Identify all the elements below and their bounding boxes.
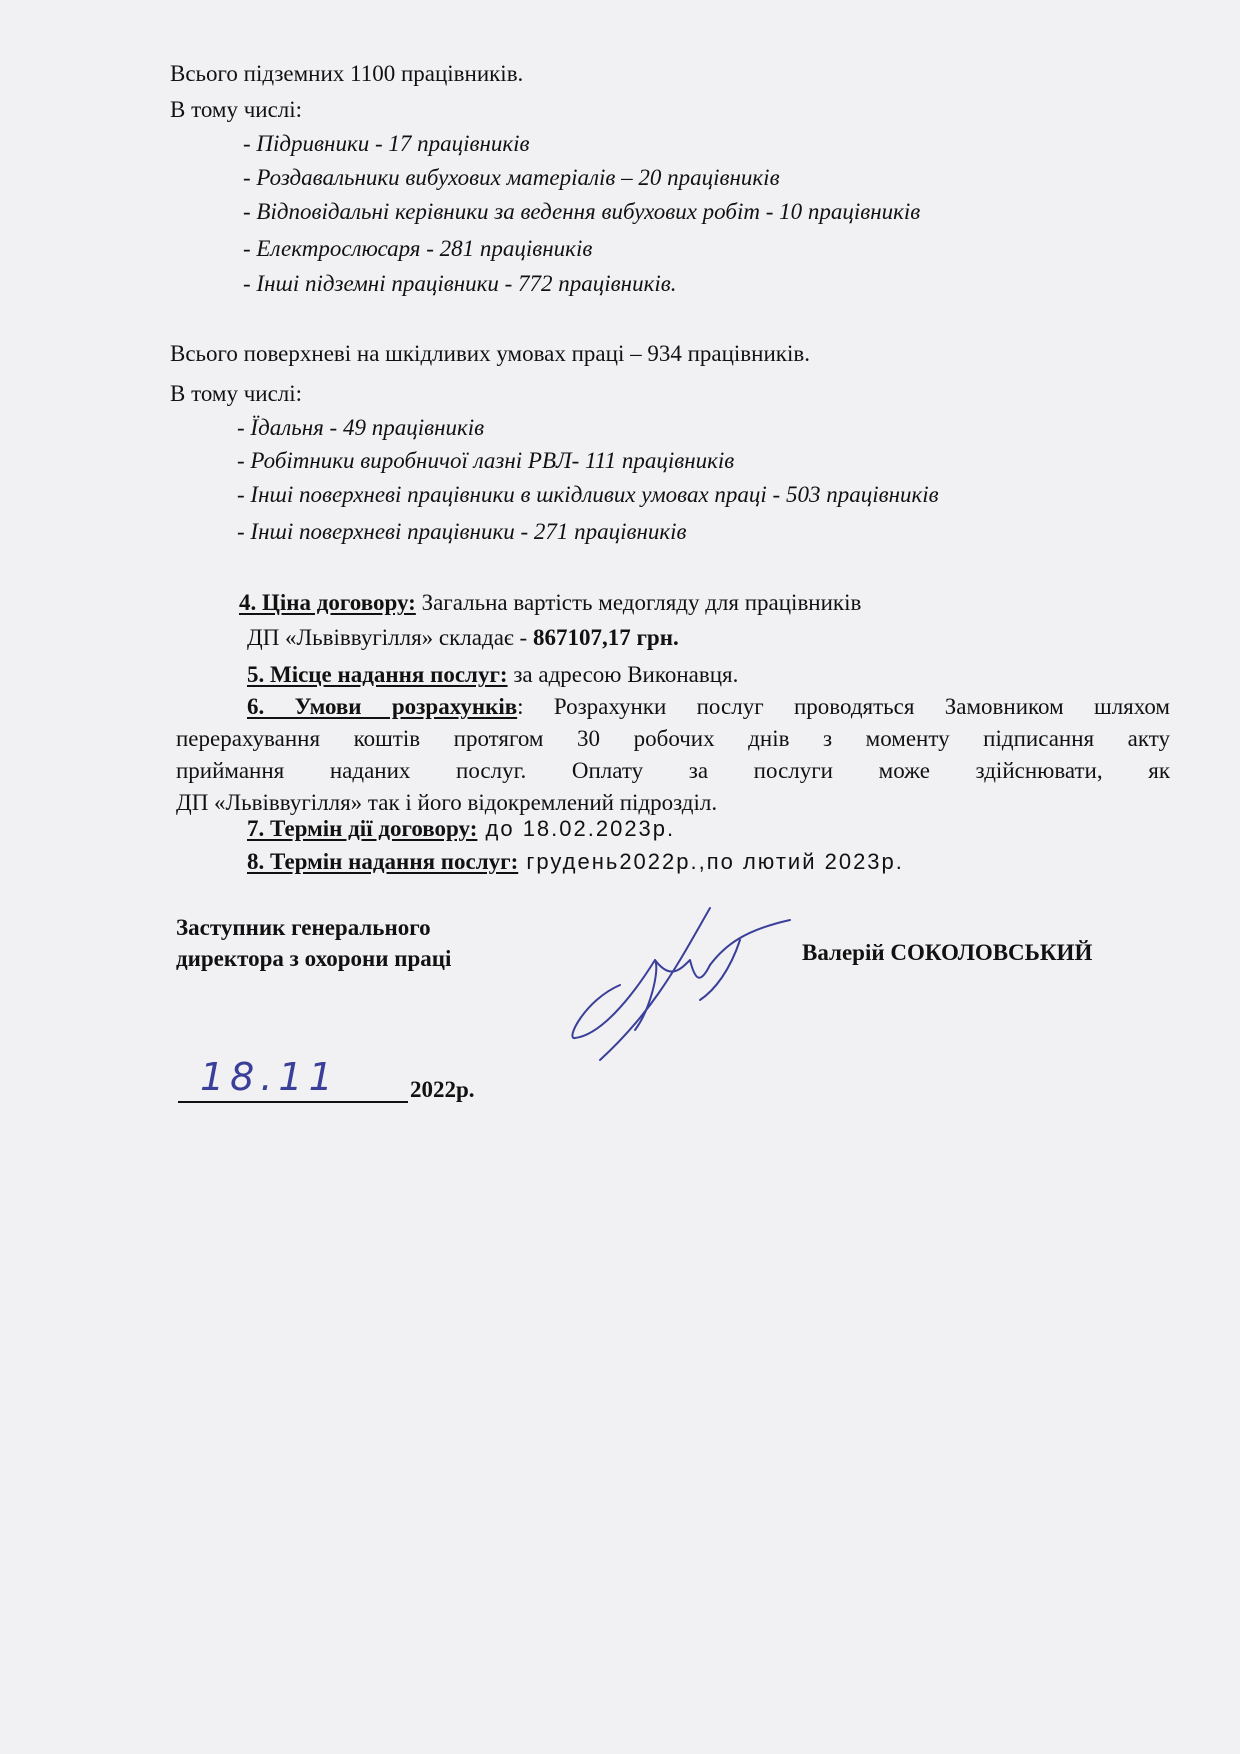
payment-line-3: приймання наданих послуг. Оплату за послуги може здійснювати, як: [176, 758, 1170, 783]
payment-line-4: ДП «Львіввугілля» так і його відокремлений підрозділ.: [176, 790, 718, 815]
underground-item: - Інші підземні працівники - 772 працівників.: [243, 271, 677, 296]
price-text: Загальна вартість медогляду для працівників: [415, 590, 862, 615]
price-heading: 4. Ціна договору:: [239, 590, 416, 615]
place-heading: 5. Місце надання послуг:: [247, 662, 508, 687]
service-term-text: грудень2022р.,по лютий 2023р.: [518, 849, 904, 874]
price-line-2: [247, 624, 679, 652]
signatory-position-1: Заступник генерального: [176, 915, 431, 940]
surface-item: - Їдальня - 49 працівників: [237, 415, 485, 440]
underground-item: - Електрослюсаря - 281 працівників: [243, 236, 593, 261]
term-heading: 7. Термін дії договору:: [247, 816, 478, 841]
underground-item: - Підривники - 17 працівників: [243, 131, 530, 156]
payment-heading: 6. Умови розрахунків: [247, 694, 518, 719]
payment-line-1: [247, 693, 1170, 721]
surface-total: Всього поверхневі на шкідливих умовах праці – 934 працівників.: [170, 341, 810, 366]
signatory-position-2: директора з охорони праці: [176, 946, 452, 971]
surface-including: В тому числі:: [170, 381, 303, 406]
surface-item: - Інші поверхневі працівники в шкідливих умовах праці - 503 працівників: [237, 482, 939, 507]
date-blank-line: [178, 1101, 408, 1103]
payment-line-2: перерахування коштів протягом 30 робочих днів з моменту підписання акту: [176, 726, 1170, 751]
date-handwritten: 18.11: [200, 1055, 339, 1099]
date-year: 2022р.: [410, 1077, 475, 1102]
service-term-heading: 8. Термін надання послуг:: [247, 849, 519, 874]
price-text-2: ДП «Львіввугілля» складає -: [247, 625, 533, 650]
underground-total: Всього підземних 1100 працівників.: [170, 61, 524, 86]
surface-item: - Робітники виробничої лазні РВЛ- 111 працівників: [237, 448, 735, 473]
surface-item: - Інші поверхневі працівники - 271 працівників: [237, 519, 687, 544]
term-line: [247, 815, 675, 843]
term-text: до 18.02.2023р.: [477, 816, 676, 841]
payment-text-1: : Розрахунки послуг проводяться Замовником шляхом: [517, 694, 1170, 719]
price-line: [239, 589, 861, 617]
place-text: за адресою Виконавця.: [507, 662, 739, 687]
place-line: [247, 661, 738, 689]
service-term-line: [247, 848, 904, 876]
underground-item: - Відповідальні керівники за ведення вибухових робіт - 10 працівників: [243, 199, 921, 224]
underground-including: В тому числі:: [170, 97, 303, 122]
underground-item: - Роздавальники вибухових матеріалів – 20 працівників: [243, 165, 780, 190]
signatory-name: Валерій СОКОЛОВСЬКИЙ: [802, 940, 1093, 965]
signature-image: [560, 900, 800, 1070]
price-amount: 867107,17 грн.: [532, 625, 679, 650]
